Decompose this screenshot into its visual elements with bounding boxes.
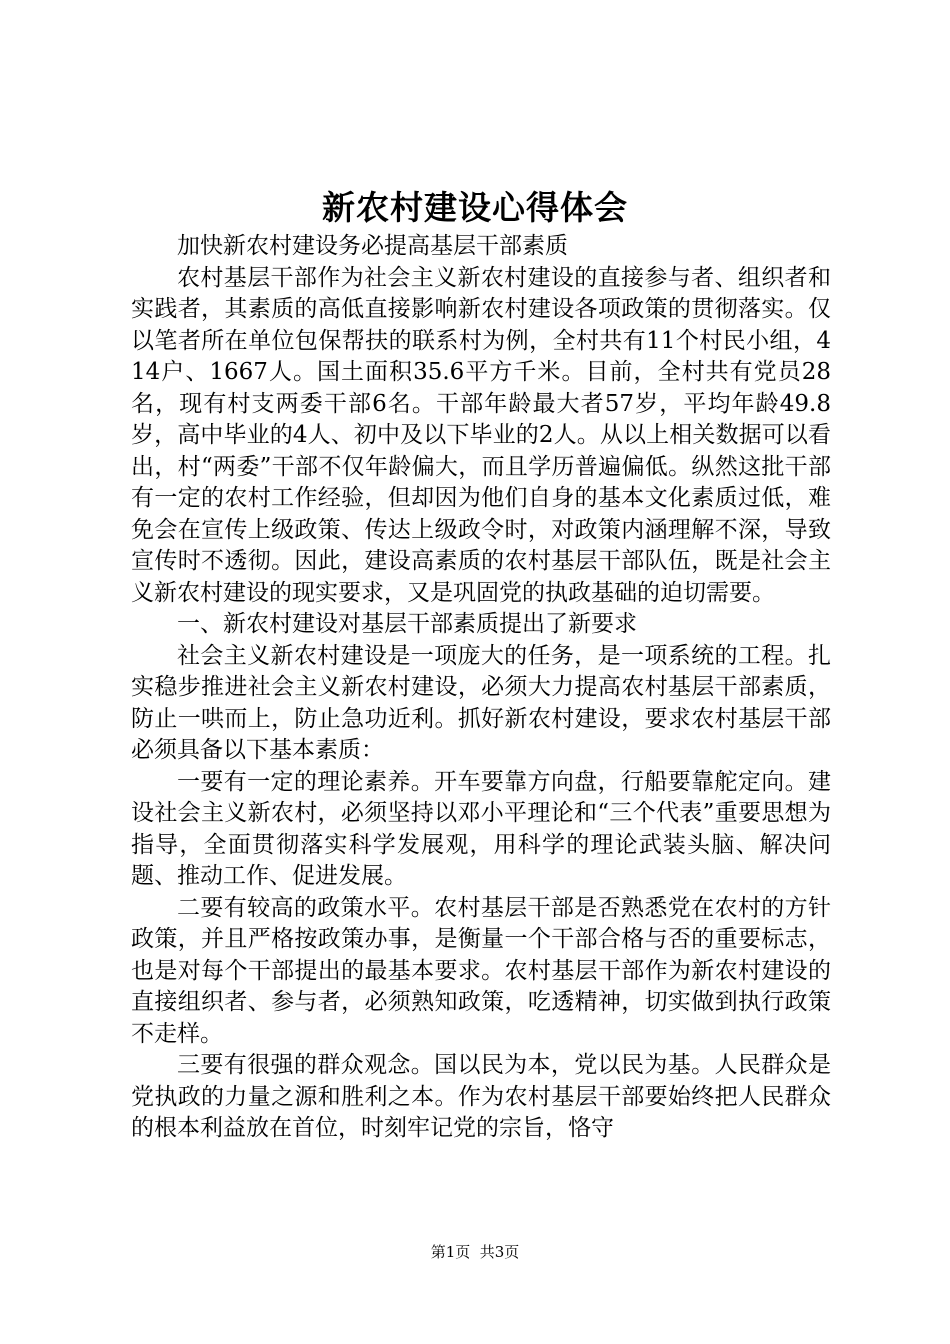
paragraph-intro: 农村基层干部作为社会主义新农村建设的直接参与者、组织者和实践者，其素质的高低直接影响新农村建设各项政策的贯彻落实。仅以笔者所在单位包保帮扶的联系村为例，全村共有11个村民小组，414户、1667人。国土面积35.6平方千米。目前，全村共有党员28名，现有村支两委干部6名。干部年龄最大者57岁，平均年龄49.8岁，高中毕业的4人、初中及以下毕业的2人。从以上相关数据可以看出，村“两委”干部不仅年龄偏大，而且学历普遍偏低。纵然这批干部有一定的农村工作经验，但却因为他们自身的基本文化素质过低，难免会在宣传上级政策、传达上级政令时，对政策内涵理解不深，导致宣传时不透彻。因此，建设高素质的农村基层干部队伍，既是社会主义新农村建设的现实要求，又是巩固党的执政基础的迫切需要。	[131, 264, 831, 606]
paragraph-policy: 二要有较高的政策水平。农村基层干部是否熟悉党在农村的方针政策，并且严格按政策办事，是衡量一个干部合格与否的重要标志，也是对每个干部提出的最基本要求。农村基层干部作为新农村建设的直接组织者、参与者，必须熟知政策，吃透精神，切实做到执行政策不走样。	[131, 894, 831, 1047]
paragraph-subtitle: 加快新农村建设务必提高基层干部素质	[177, 233, 568, 259]
paragraph-section-1: 社会主义新农村建设是一项庞大的任务，是一项系统的工程。扎实稳步推进社会主义新农村建设，必须大力提高农村基层干部素质，防止一哄而上，防止急功近利。抓好新农村建设，要求农村基层干部必须具备以下基本素质：	[131, 642, 831, 763]
document-title: 新农村建设心得体会	[322, 188, 628, 227]
page-footer	[0, 1241, 950, 1263]
section-heading-1: 一、新农村建设对基层干部素质提出了新要求	[177, 611, 637, 637]
document-body	[131, 231, 831, 1145]
paragraph-theory: 一要有一定的理论素养。开车要靠方向盘，行船要靠舵定向。建设社会主义新农村，必须坚持以邓小平理论和“三个代表”重要思想为指导，全面贯彻落实科学发展观，用科学的理论武装头脑、解决问题、推动工作、促进发展。	[131, 768, 831, 889]
paragraph-masses: 三要有很强的群众观念。国以民为本，党以民为基。人民群众是党执政的力量之源和胜利之本。作为农村基层干部要始终把人民群众的根本利益放在首位，时刻牢记党的宗旨，恪守	[131, 1052, 831, 1141]
page-number: 第1页 共3页	[430, 1243, 520, 1261]
